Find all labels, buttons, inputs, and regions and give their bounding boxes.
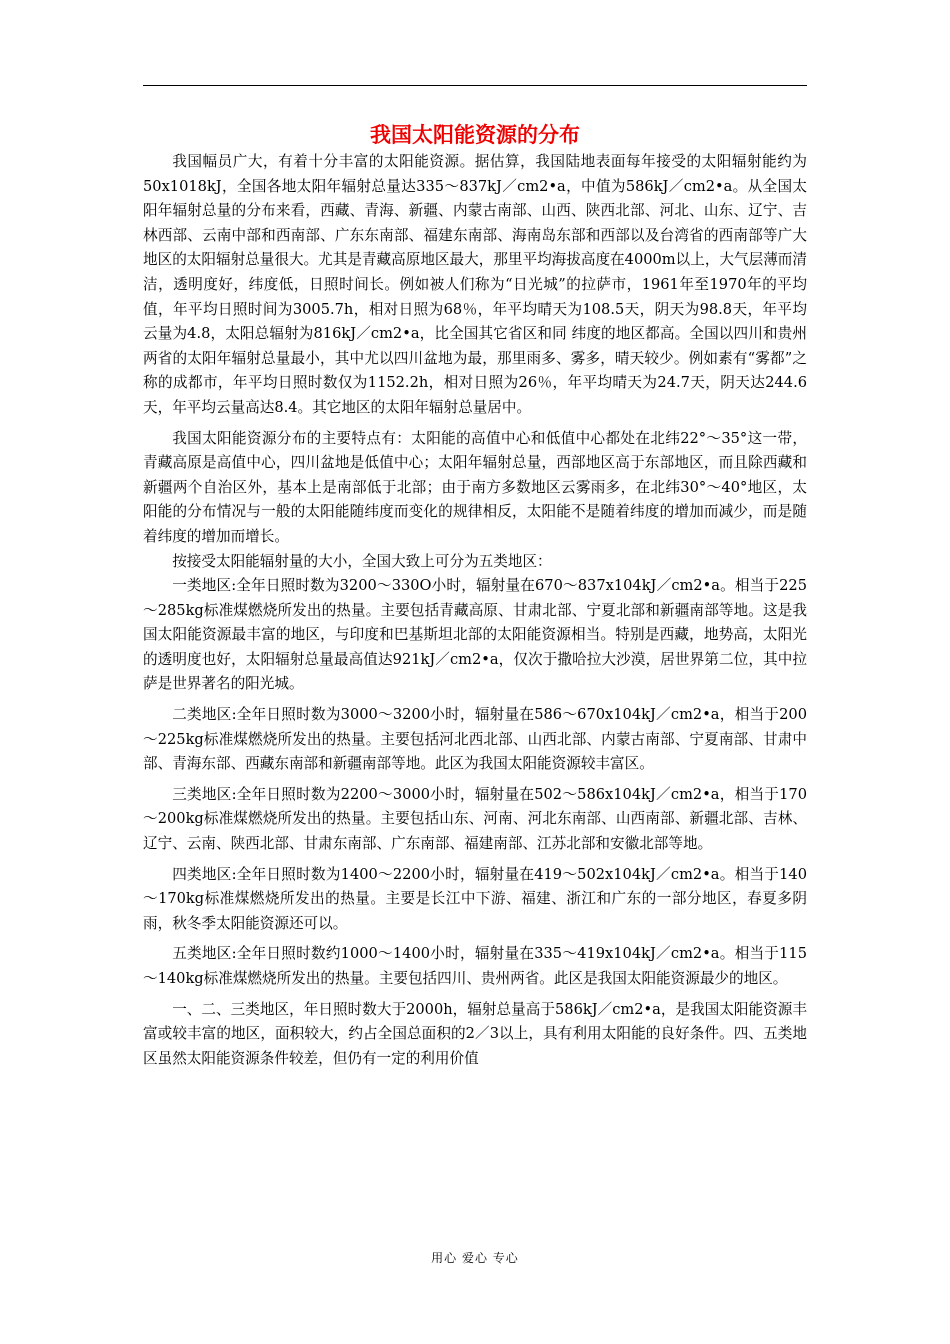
paragraph-class-two: 二类地区:全年日照时数为3000～3200小时，辐射量在586～670x104kJ／cm2•a，相当于200～225kg标准煤燃烧所发出的热量。主要包括河北西北部、山西北部、内蒙古南部、宁夏南部、甘肃中部、青海东部、西藏东南部和新疆南部等地。此区为我国太阳能资源较丰富区。 [143, 706, 807, 773]
document-body [143, 150, 807, 1071]
paragraph-classification: 按接受太阳能辐射量的大小，全国大致上可分为五类地区： [172, 552, 552, 570]
header-rule [143, 85, 807, 86]
paragraph-features: 我国太阳能资源分布的主要特点有：太阳能的高值中心和低值中心都处在北纬22°～35°这一带，青藏高原是高值中心，四川盆地是低值中心；太阳年辐射总量，西部地区高于东部地区，而且除西藏和新疆两个自治区外，基本上是南部低于北部；由于南方多数地区云雾雨多，在北纬30°～40°地区，太阳能的分布情况与一般的太阳能随纬度而变化的规律相反，太阳能不是随着纬度的增加而减少，而是随着纬度的增加而增长。 [143, 429, 807, 545]
paragraph-class-three: 三类地区:全年日照时数为2200～3000小时，辐射量在502～586x104kJ／cm2•a，相当于170～200kg标准煤燃烧所发出的热量。主要包括山东、河南、河北东南部、山西南部、新疆北部、吉林、辽宁、云南、陕西北部、甘肃东南部、广东南部、福建南部、江苏北部和安徽北部等地。 [143, 785, 807, 853]
paragraph-class-one: 一类地区:全年日照时数为3200～330O小时，辐射量在670～837x104kJ／cm2•a。相当于225～285kg标准煤燃烧所发出的热量。主要包括青藏高原、甘肃北部、宁夏北部和新疆南部等地。这是我国太阳能资源最丰富的地区，与印度和巴基斯坦北部的太阳能资源相当。特别是西藏，地势高，太阳光的透明度也好，太阳辐射总量最高值达921kJ／cm2•a，仅次于撒哈拉大沙漠，居世界第二位，其中拉萨是世界著名的阳光城。 [143, 577, 807, 693]
document-title: 我国太阳能资源的分布 [370, 123, 580, 147]
paragraph-class-five: 五类地区:全年日照时数约1000～1400小时，辐射量在335～419x104kJ／cm2•a。相当于115～140kg标准煤燃烧所发出的热量。主要包括四川、贵州两省。此区是我国太阳能资源最少的地区。 [143, 945, 807, 987]
paragraph-summary: 一、二、三类地区，年日照时数大于2000h，辐射总量高于586kJ／cm2•a，是我国太阳能资源丰富或较丰富的地区，面积较大，约占全国总面积的2／3以上，具有利用太阳能的良好条件。四、五类地区虽然太阳能资源条件较差，但仍有一定的利用价值 [143, 1000, 807, 1067]
page-footer: 用心 爱心 专心 [431, 1251, 519, 1265]
paragraph-class-four: 四类地区:全年日照时数为1400～2200小时，辐射量在419～502x104kJ／cm2•a。相当于140～170kg标准煤燃烧所发出的热量。主要是长江中下游、福建、浙江和广东的一部分地区，春夏多阴雨，秋冬季太阳能资源还可以。 [143, 865, 807, 932]
paragraph-intro: 我国幅员广大，有着十分丰富的太阳能资源。据估算，我国陆地表面每年接受的太阳辐射能约为50x1018kJ，全国各地太阳年辐射总量达335～837kJ／cm2•a，中值为586kJ／cm2•a。从全国太阳年辐射总量的分布来看，西藏、青海、新疆、内蒙古南部、山西、陕西北部、河北、山东、辽宁、吉林西部、云南中部和西南部、广东东南部、福建东南部、海南岛东部和西部以及台湾省的西南部等广大地区的太阳辐射总量很大。尤其是青藏高原地区最大，那里平均海拔高度在4000m以上，大气层薄而清洁，透明度好，纬度低，日照时间长。例如被人们称为“日光城”的拉萨市，1961年至1970年的平均值，年平均日照时间为3005.7h，相对日照为68％，年平均晴天为108.5天，阴天为98.8天，年平均云量为4.8，太阳总辐射为816kJ／cm2•a，比全国其它省区和同 纬度的地区都高。全国以四川和贵州两省的太阳年辐射总量最小，其中尤以四川盆地为最，那里雨多、雾多，晴天较少。例如素有“雾都”之称的成都市，年平均日照时数仅为1152.2h，相对日照为26％，年平均晴天为24.7天，阴天达244.6天，年平均云量高达8.4。其它地区的太阳年辐射总量居中。 [143, 153, 807, 416]
